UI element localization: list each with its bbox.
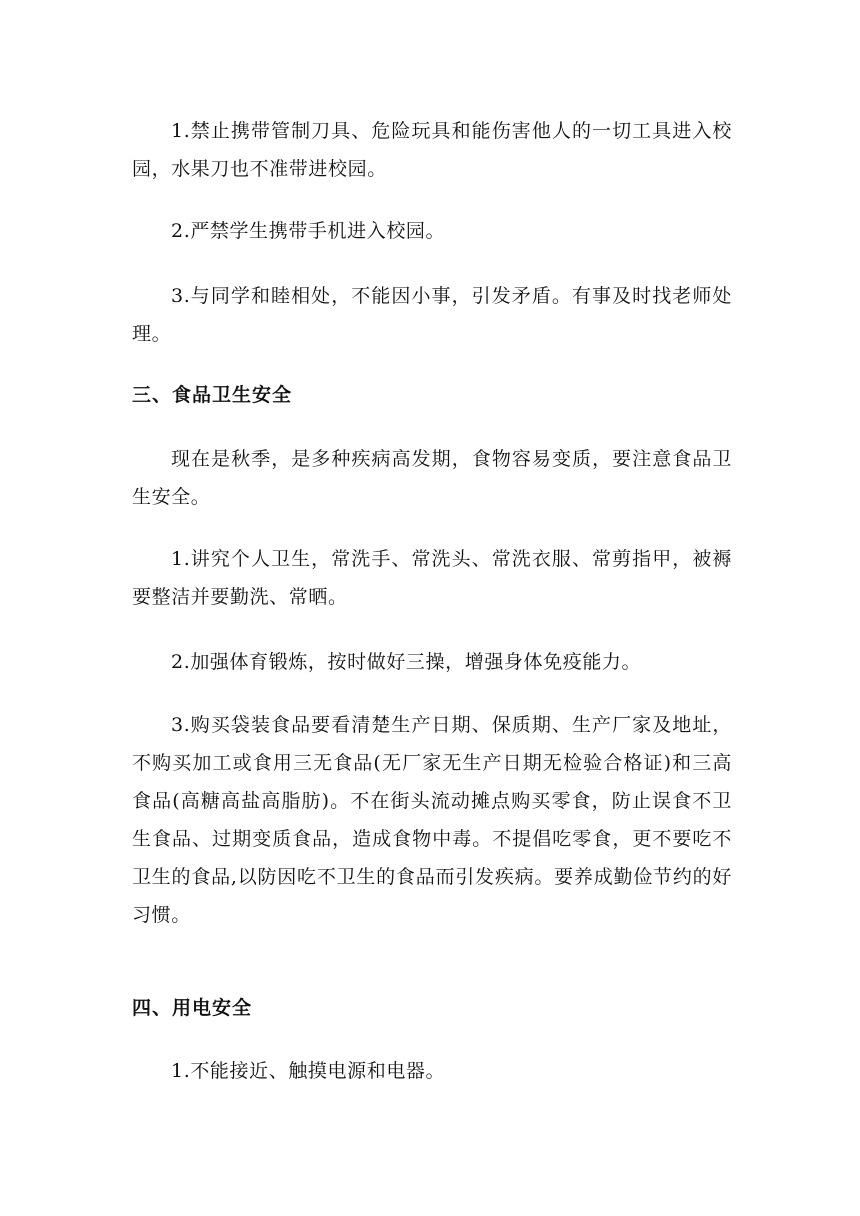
food-item-exercise: 2.加强体育锻炼，按时做好三操，增强身体免疫能力。 (171, 651, 642, 673)
rule-item-phones: 2.严禁学生携带手机进入校园。 (171, 220, 446, 242)
food-safety-intro: 现在是秋季，是多种疾病高发期，食物容易变质，要注意食品卫生安全。 (132, 448, 732, 508)
food-item-purchasing: 3.购买袋装食品要看清楚生产日期、保质期、生产厂家及地址，不购买加工或食用三无食品(无厂家无生产日期无检验合格证)和三高食品(高糖高盐高脂肪)。不在街头流动摊点购买零食，防止误食不卫生食品、过期变质食品，造成食物中毒。不提倡吃零食，更不要吃不卫生的食品,以防因吃不卫生的食品而引发疾病。要养成勤俭节约的好习惯。 (132, 714, 732, 926)
rule-item-classmates: 3.与同学和睦相处，不能因小事，引发矛盾。有事及时找老师处理。 (132, 285, 732, 345)
rule-item-knives: 1.禁止携带管制刀具、危险玩具和能伤害他人的一切工具进入校园，水果刀也不准带进校园。 (132, 120, 732, 180)
electric-item-no-touch: 1.不能接近、触摸电源和电器。 (171, 1060, 446, 1082)
section-heading-food-safety: 三、食品卫生安全 (132, 384, 293, 406)
section-heading-electric-safety: 四、用电安全 (132, 997, 253, 1019)
food-item-hygiene: 1.讲究个人卫生，常洗手、常洗头、常洗衣服、常剪指甲，被褥要整洁并要勤洗、常晒。 (132, 548, 732, 608)
